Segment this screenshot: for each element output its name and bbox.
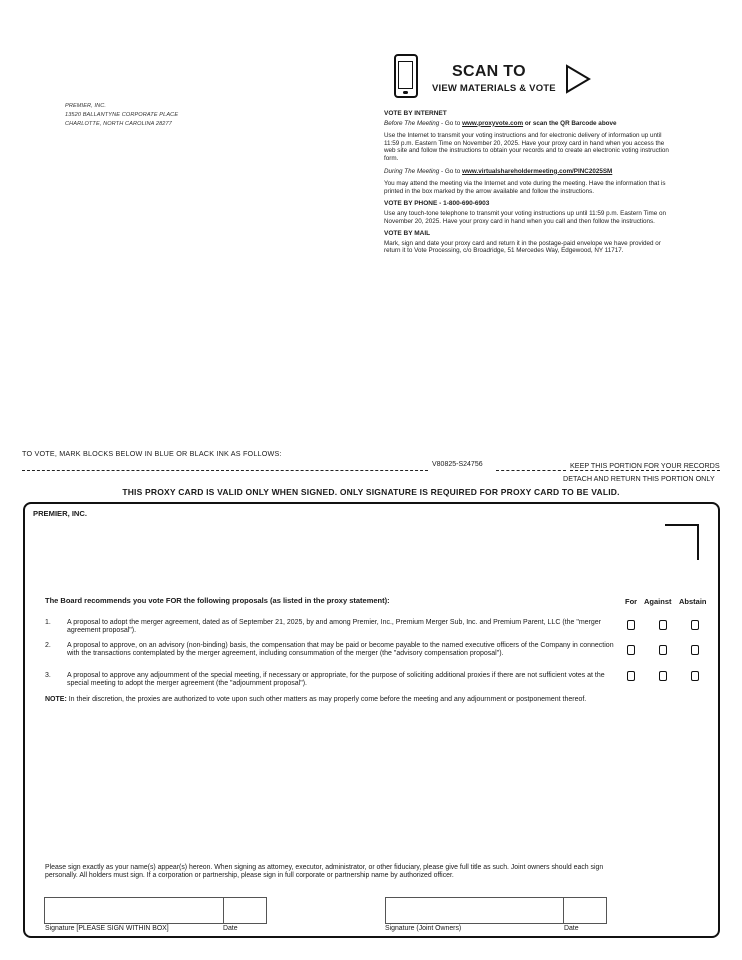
proxyvote-link[interactable]: www.proxyvote.com <box>462 119 524 127</box>
internet-heading: VOTE BY INTERNET <box>384 110 447 117</box>
joint-date-label: Date <box>564 925 579 932</box>
keep-underline <box>570 470 720 471</box>
proposal-2 <box>45 642 615 658</box>
proposal-1-against-checkbox[interactable] <box>659 620 667 630</box>
before-meeting-label: Before The Meeting <box>384 119 440 127</box>
proposal-text: A proposal to adopt the merger agreement, dated as of September 21, 2025, by and among Premier, Inc., Premium Merger Sub, Inc. and Premium Parent, LLC (the "merger agreement proposal"). <box>67 619 601 635</box>
joint-signature-box[interactable] <box>385 897 565 924</box>
signature-label: Signature [PLEASE SIGN WITHIN BOX] <box>45 925 169 932</box>
proposal-2-against-checkbox[interactable] <box>659 645 667 655</box>
signing-instructions: Please sign exactly as your name(s) appear(s) hereon. When signing as attorney, executor, administrator, or other fiduciary, please give full title as such. Joint owners should each sign personally. All holders must sign. If a corporation or partnership, please sign in full corporate or partnership name by authorized officer. <box>45 864 604 880</box>
detach-line <box>496 470 566 471</box>
date-label: Date <box>223 925 238 932</box>
proposal-number: 2. <box>45 642 51 649</box>
before-meeting-mid: - Go to <box>439 119 463 127</box>
corner-mark <box>665 524 699 560</box>
during-meeting-label: During The Meeting <box>384 167 440 175</box>
card-company: PREMIER, INC. <box>33 509 88 518</box>
phone-body: Use any touch-tone telephone to transmit your voting instructions up until 11:59 p.m. Eastern Time on November 20, 2025. Have your proxy card in hand when you call and then follow the instructions. <box>384 209 666 225</box>
meeting-link[interactable]: www.virtualshareholdermeeting.com/PINC2025SM <box>462 167 613 175</box>
before-meeting-line <box>384 120 670 128</box>
before-meeting-tail: or scan the QR Barcode above <box>523 119 617 127</box>
voting-instructions <box>384 110 670 255</box>
proposal-3-against-checkbox[interactable] <box>659 671 667 681</box>
proposal-3-abstain-checkbox[interactable] <box>691 671 699 681</box>
column-against: Against <box>644 597 672 606</box>
mail-heading: VOTE BY MAIL <box>384 230 431 238</box>
proxy-card <box>23 502 720 938</box>
signature-box[interactable] <box>44 897 224 924</box>
keep-portion-text: KEEP THIS PORTION FOR YOUR RECORDS <box>570 461 720 470</box>
to-vote-instruction: TO VOTE, MARK BLOCKS BELOW IN BLUE OR BLACK INK AS FOLLOWS: <box>22 449 282 458</box>
proposal-1-abstain-checkbox[interactable] <box>691 620 699 630</box>
note-text: In their discretion, the proxies are authorized to vote upon such other matters as may properly come before the meeting and any adjournment or postponement thereof. <box>66 696 587 703</box>
control-code: V80825-S24756 <box>432 461 483 468</box>
valid-notice: THIS PROXY CARD IS VALID ONLY WHEN SIGNED. ONLY SIGNATURE IS REQUIRED FOR PROXY CARD TO BE VALID. <box>122 487 620 497</box>
scan-subtitle: VIEW MATERIALS & VOTE <box>432 83 556 94</box>
proposal-3-for-checkbox[interactable] <box>627 671 635 681</box>
detach-line <box>22 470 428 471</box>
proposal-2-abstain-checkbox[interactable] <box>691 645 699 655</box>
proposal-2-for-checkbox[interactable] <box>627 645 635 655</box>
note-label: NOTE: <box>45 696 67 703</box>
joint-date-box[interactable] <box>563 897 607 924</box>
proposal-1 <box>45 619 615 635</box>
return-address <box>65 102 178 129</box>
mail-body: Mark, sign and date your proxy card and return it in the postage-paid envelope we have provided or return it to Vote Processing, c/o Broadridge, 51 Mercedes Way, Edgewood, NY 11717. <box>384 239 661 255</box>
phone-heading: VOTE BY PHONE - 1-800-690-6903 <box>384 200 490 208</box>
internet-body: Use the Internet to transmit your voting instructions and for electronic delivery of information up until 11:59 p.m. Eastern Time on November 20, 2025. Have your proxy card in hand when you access the web site and follow the instructions to obtain your records and to create an electronic voting instruction form. <box>384 132 669 162</box>
date-box[interactable] <box>223 897 267 924</box>
return-address-line: CHARLOTTE, NORTH CAROLINA 28277 <box>65 121 172 127</box>
column-abstain: Abstain <box>679 597 707 606</box>
phone-icon <box>394 54 418 98</box>
scan-banner <box>394 54 609 104</box>
return-address-line: PREMIER, INC. <box>65 103 107 109</box>
during-meeting-mid: - Go to <box>439 167 463 175</box>
proposal-3 <box>45 672 615 688</box>
proposal-number: 1. <box>45 619 51 626</box>
board-recommendation: The Board recommends you vote FOR the following proposals (as listed in the proxy statement): <box>45 596 390 605</box>
note <box>45 696 610 704</box>
play-arrow-icon <box>565 64 591 94</box>
proposal-number: 3. <box>45 672 51 679</box>
column-for: For <box>625 597 638 606</box>
detach-return-text: DETACH AND RETURN THIS PORTION ONLY <box>563 474 715 483</box>
proposal-text: A proposal to approve, on an advisory (non-binding) basis, the compensation that may be paid or become payable to the named executive officers of the Company in connection with the transactions contemplated by the merger agreement, including consummation of the merger (the "advisory compensation proposal"). <box>67 642 614 658</box>
proposal-1-for-checkbox[interactable] <box>627 620 635 630</box>
during-meeting-line <box>384 168 670 176</box>
joint-signature-label: Signature (Joint Owners) <box>385 925 462 932</box>
during-meeting-body: You may attend the meeting via the Internet and vote during the meeting. Have the information that is printed in the box marked by the arrow available and follow the instructions. <box>384 180 666 195</box>
return-address-line: 13520 BALLANTYNE CORPORATE PLACE <box>65 112 179 118</box>
proposal-text: A proposal to approve any adjournment of the special meeting, if necessary or appropriate, for the purpose of soliciting additional proxies if there are not sufficient votes at the special meeting to adopt the merger agreement (the "adjournment proposal"). <box>67 672 605 688</box>
scan-title: SCAN TO <box>452 63 526 80</box>
